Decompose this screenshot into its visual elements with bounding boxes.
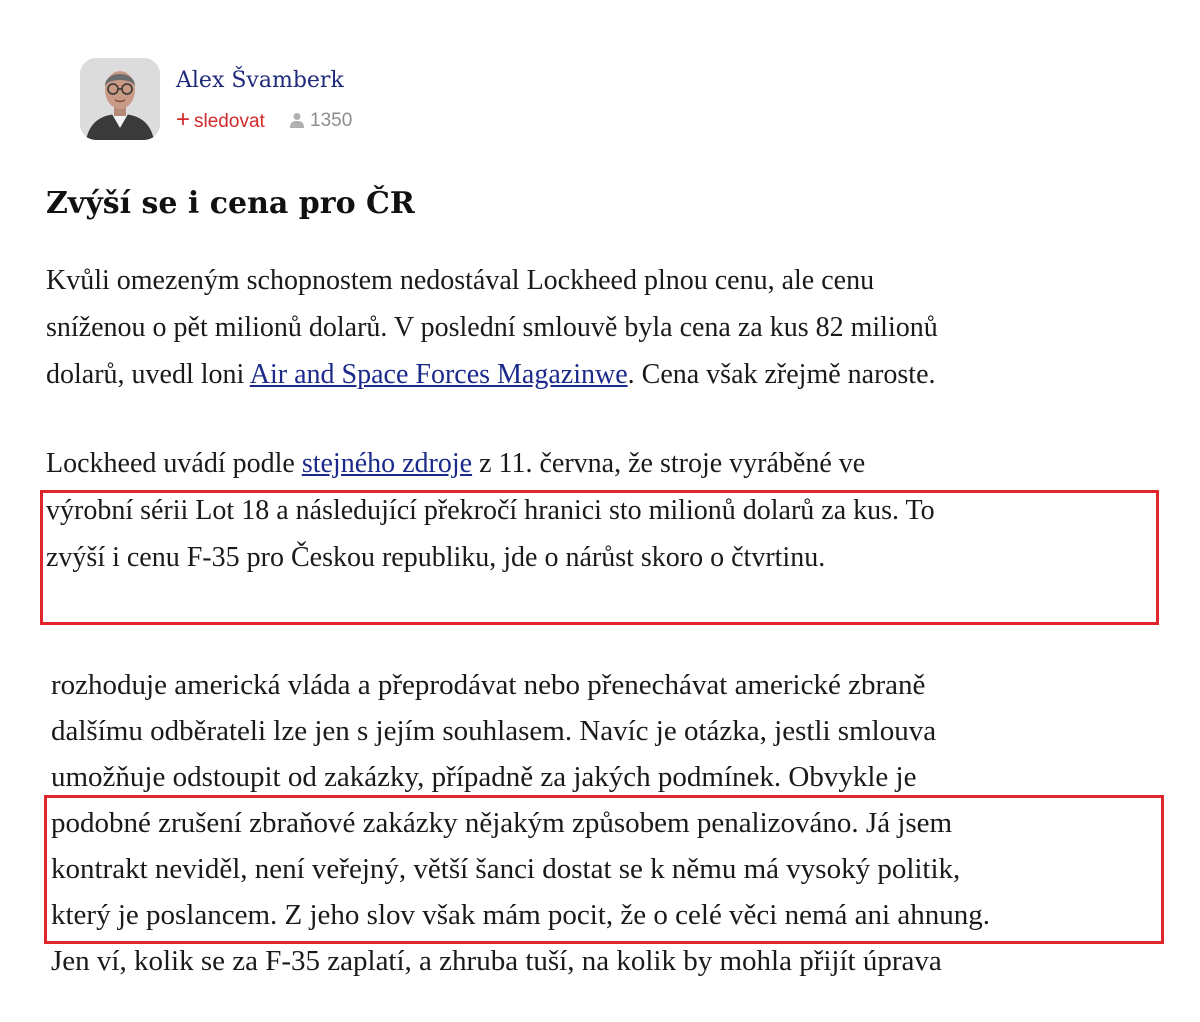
person-icon (290, 112, 304, 128)
article-paragraph-2 (46, 440, 935, 581)
paragraph-line: zvýší i cenu F-35 pro Českou republiku, jde o nárůst skoro o čtvrtinu. (46, 542, 826, 573)
text-fragment: dolarů, uvedl loni (46, 359, 250, 390)
author-photo (80, 58, 160, 140)
paragraph-line (46, 351, 938, 398)
excerpt-line: podobné zrušení zbraňové zakázky nějakým způsobem penalizováno. Já jsem (51, 807, 953, 839)
excerpt-line: umožňuje odstoupit od zakázky, případně za jakých podmínek. Obvykle je (51, 761, 917, 793)
follow-button[interactable] (176, 106, 265, 133)
source-link-same-source[interactable]: stejného zdroje (301, 448, 473, 479)
followers-count (290, 110, 352, 132)
excerpt-line: kontrakt neviděl, není veřejný, větší šanci dostat se k němu má vysoký politik, (51, 853, 961, 885)
paragraph-line: výrobní sérii Lot 18 a následující překročí hranici sto milionů dolarů za kus. To (46, 495, 935, 526)
paragraph-line: sníženou o pět milionů dolarů. V poslední smlouvě byla cena za kus 82 milionů (46, 312, 938, 343)
paragraph-line: Kvůli omezeným schopnostem nedostával Lockheed plnou cenu, ale cenu (46, 265, 875, 296)
section-headline: Zvýší se i cena pro ČR (46, 186, 415, 221)
excerpt-line: dalšímu odběrateli lze jen s jejím souhlasem. Navíc je otázka, jestli smlouva (51, 715, 937, 747)
quoted-excerpt (0, 666, 1200, 978)
article-paragraph-1 (46, 257, 938, 398)
excerpt-line-cut: Jen ví, kolik se za F-35 zaplatí, a zhruba tuší, na kolik by mohla přijít úprava (51, 945, 942, 977)
excerpt-paragraph (51, 666, 990, 978)
excerpt-line: který je poslancem. Z jeho slov však mám pocit, že o celé věci nemá ani ahnung. (51, 899, 990, 931)
plus-icon: + (176, 106, 191, 133)
author-avatar[interactable] (80, 58, 160, 140)
followers-number: 1350 (310, 110, 353, 131)
source-link-air-space-forces[interactable]: Air and Space Forces Magazinwe (249, 359, 628, 390)
follow-label: sledovat (194, 111, 265, 132)
author-name-link[interactable]: Alex Švamberk (176, 68, 344, 93)
text-fragment: . Cena však zřejmě naroste. (627, 359, 936, 390)
excerpt-line-cut: rozhoduje americká vláda a přeprodávat nebo přenechávat americké zbraně (51, 669, 926, 701)
paragraph-line (46, 440, 935, 487)
text-fragment: z 11. června, že stroje vyráběné ve (472, 448, 866, 479)
text-fragment: Lockheed uvádí podle (46, 448, 302, 479)
